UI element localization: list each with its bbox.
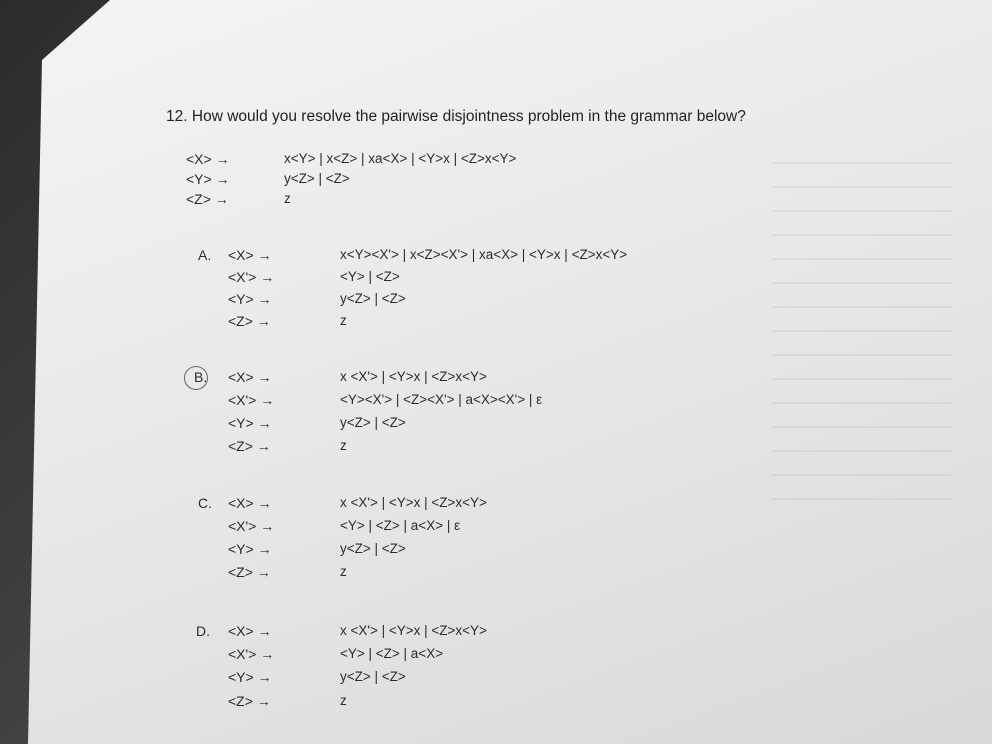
option-b-rhs-3: y<Z> | <Z> <box>340 415 406 430</box>
option-b-rhs-4: z <box>340 438 347 453</box>
option-c-rhs-3: y<Z> | <Z> <box>340 541 406 556</box>
question-title <box>166 108 746 126</box>
option-a-letter: A. <box>198 247 212 263</box>
option-b-lhs-4: <Z> → <box>228 438 271 454</box>
option-c-rhs-4: z <box>340 564 347 579</box>
option-b-lhs-1: <X> → <box>228 369 272 385</box>
grammar-lhs-z: <Z> → <box>186 191 229 207</box>
option-d-rhs-1: x <X'> | <Y>x | <Z>x<Y> <box>340 623 487 638</box>
option-c-lhs-1: <X> → <box>228 495 272 511</box>
option-a-lhs-2: <X'> → <box>228 269 275 285</box>
option-b-rhs-2: <Y><X'> | <Z><X'> | a<X><X'> | ε <box>340 392 543 407</box>
option-c-rhs-1: x <X'> | <Y>x | <Z>x<Y> <box>340 495 487 510</box>
grammar-rhs-x: x<Y> | x<Z> | xa<X> | <Y>x | <Z>x<Y> <box>284 151 517 166</box>
grammar-rhs-y: y<Z> | <Z> <box>284 171 350 186</box>
option-c-letter: C. <box>198 495 212 511</box>
option-c-lhs-4: <Z> → <box>228 564 271 580</box>
option-a-lhs-1: <X> → <box>228 247 272 263</box>
grammar-lhs-x: <X> → <box>186 151 230 167</box>
option-b-lhs-3: <Y> → <box>228 415 272 431</box>
option-c-lhs-2: <X'> → <box>228 518 275 534</box>
option-a-rhs-1: x<Y><X'> | x<Z><X'> | xa<X> | <Y>x | <Z>x<Y> <box>340 247 628 262</box>
grammar-rhs-z: z <box>284 191 291 206</box>
option-d-lhs-3: <Y> → <box>228 669 272 685</box>
option-a-rhs-3: y<Z> | <Z> <box>340 291 406 306</box>
grammar-lhs-y: <Y> → <box>186 171 230 187</box>
option-b-lhs-2: <X'> → <box>228 392 275 408</box>
option-a-rhs-2: <Y> | <Z> <box>340 269 400 284</box>
question-text: How would you resolve the pairwise disjointness problem in the grammar below? <box>191 108 746 125</box>
option-d-lhs-4: <Z> → <box>228 693 271 709</box>
option-c-rhs-2: <Y> | <Z> | a<X> | ε <box>340 518 461 533</box>
option-a-rhs-4: z <box>340 313 347 328</box>
question-number: 12. <box>166 108 188 125</box>
option-d-rhs-3: y<Z> | <Z> <box>340 669 406 684</box>
option-b-rhs-1: x <X'> | <Y>x | <Z>x<Y> <box>340 369 487 384</box>
option-d-rhs-2: <Y> | <Z> | a<X> <box>340 646 444 661</box>
option-a-lhs-4: <Z> → <box>228 313 271 329</box>
option-a-lhs-3: <Y> → <box>228 291 272 307</box>
option-d-lhs-2: <X'> → <box>228 646 275 662</box>
bleed-through-marks <box>772 160 952 500</box>
option-b-letter: B. <box>194 369 208 385</box>
option-d-letter: D. <box>196 623 210 639</box>
option-d-lhs-1: <X> → <box>228 623 272 639</box>
option-d-rhs-4: z <box>340 693 347 708</box>
option-c-lhs-3: <Y> → <box>228 541 272 557</box>
